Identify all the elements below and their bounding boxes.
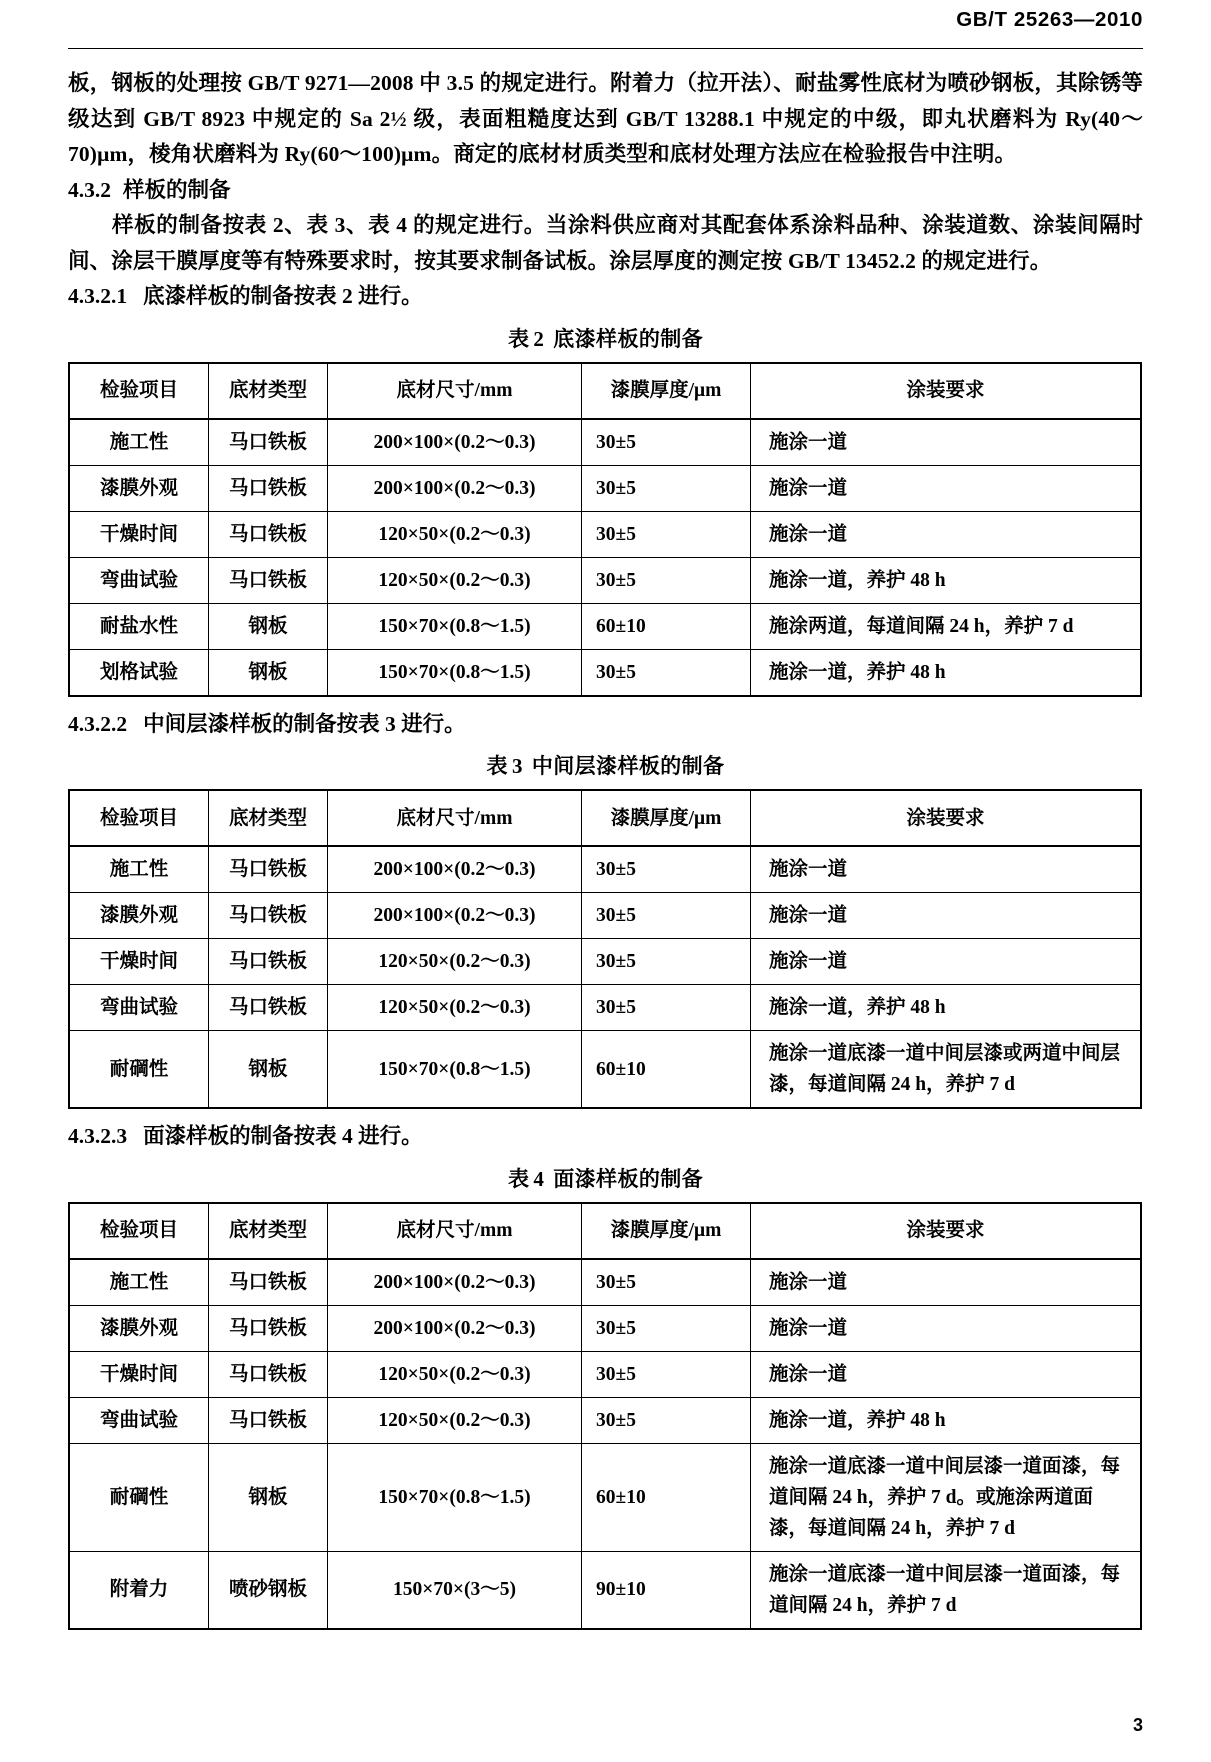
cell-type: 钢板	[209, 1443, 328, 1551]
cell-type: 马口铁板	[209, 465, 328, 511]
table-4-body	[69, 1259, 1141, 1629]
cell-type: 马口铁板	[209, 846, 328, 893]
table-row	[69, 1259, 1141, 1306]
table-row	[69, 1551, 1141, 1629]
cell-requirement: 施涂一道	[751, 419, 1142, 466]
table-2-header-row	[69, 363, 1141, 419]
cell-item: 漆膜外观	[69, 893, 209, 939]
spacer	[68, 697, 1143, 707]
cell-size: 120×50×(0.2～0.3)	[328, 939, 582, 985]
cell-thickness: 30±5	[582, 846, 751, 893]
clause-4-3-2-heading	[68, 173, 1143, 209]
cell-requirement: 施涂一道	[751, 846, 1142, 893]
cell-item: 施工性	[69, 419, 209, 466]
column-header-substrate-type: 底材类型	[209, 1203, 328, 1259]
cell-thickness: 30±5	[582, 939, 751, 985]
table-row	[69, 511, 1141, 557]
table-row	[69, 557, 1141, 603]
table-row	[69, 1305, 1141, 1351]
cell-item: 干燥时间	[69, 511, 209, 557]
cell-size: 200×100×(0.2～0.3)	[328, 846, 582, 893]
table-3-caption-title: 中间层漆样板的制备	[531, 754, 725, 778]
cell-thickness: 30±5	[582, 1305, 751, 1351]
cell-size: 150×70×(0.8～1.5)	[328, 603, 582, 649]
column-header-substrate-type: 底材类型	[209, 790, 328, 846]
cell-thickness: 30±5	[582, 1397, 751, 1443]
table-3-caption-number: 3	[511, 754, 523, 778]
clause-4-3-2-2-text: 中间层漆样板的制备按表 3 进行。	[143, 711, 466, 736]
table-4-head	[69, 1203, 1141, 1259]
table-2-caption	[68, 323, 1143, 353]
table-3-header-row	[69, 790, 1141, 846]
cell-item: 划格试验	[69, 649, 209, 696]
cell-item: 附着力	[69, 1551, 209, 1629]
page-number: 3	[1132, 1715, 1143, 1735]
table-4-caption	[68, 1163, 1143, 1193]
cell-thickness: 60±10	[582, 1031, 751, 1109]
column-header-item: 检验项目	[69, 1203, 209, 1259]
table-2-body	[69, 419, 1141, 696]
cell-item: 弯曲试验	[69, 1397, 209, 1443]
cell-thickness: 30±5	[582, 649, 751, 696]
cell-item: 干燥时间	[69, 1351, 209, 1397]
clause-4-3-2-1	[68, 279, 1143, 315]
cell-type: 马口铁板	[209, 985, 328, 1031]
column-header-substrate-size: 底材尺寸/mm	[328, 363, 582, 419]
cell-type: 喷砂钢板	[209, 1551, 328, 1629]
cell-requirement: 施涂一道，养护 48 h	[751, 557, 1142, 603]
cell-requirement: 施涂一道	[751, 465, 1142, 511]
column-header-item: 检验项目	[69, 790, 209, 846]
table-3-body	[69, 846, 1141, 1108]
spacer	[68, 1109, 1143, 1119]
cell-requirement: 施涂一道	[751, 1259, 1142, 1306]
page-header	[68, 0, 1143, 46]
cell-requirement: 施涂一道，养护 48 h	[751, 649, 1142, 696]
cell-requirement: 施涂一道底漆一道中间层漆一道面漆，每道间隔 24 h，养护 7 d。或施涂两道面漆，每道间隔 24 h，养护 7 d	[751, 1443, 1142, 1551]
cell-type: 马口铁板	[209, 1397, 328, 1443]
cell-item: 施工性	[69, 1259, 209, 1306]
cell-thickness: 30±5	[582, 1259, 751, 1306]
table-row	[69, 649, 1141, 696]
clause-4-3-2-3	[68, 1119, 1143, 1155]
cell-size: 150×70×(0.8～1.5)	[328, 1443, 582, 1551]
cell-size: 150×70×(0.8～1.5)	[328, 1031, 582, 1109]
cell-size: 120×50×(0.2～0.3)	[328, 557, 582, 603]
clause-4-3-2-2-number: 4.3.2.2	[68, 711, 128, 736]
cell-item: 干燥时间	[69, 939, 209, 985]
table-row	[69, 893, 1141, 939]
table-2-head	[69, 363, 1141, 419]
column-header-item: 检验项目	[69, 363, 209, 419]
cell-thickness: 90±10	[582, 1551, 751, 1629]
table-row	[69, 1031, 1141, 1109]
cell-type: 钢板	[209, 649, 328, 696]
cell-item: 弯曲试验	[69, 557, 209, 603]
cell-type: 马口铁板	[209, 1305, 328, 1351]
clause-4-3-2-1-text: 底漆样板的制备按表 2 进行。	[143, 284, 423, 308]
cell-requirement: 施涂一道	[751, 939, 1142, 985]
standard-code: GB/T 25263—2010	[956, 8, 1143, 31]
cell-size: 120×50×(0.2～0.3)	[328, 1351, 582, 1397]
cell-type: 马口铁板	[209, 939, 328, 985]
cell-requirement: 施涂一道	[751, 1305, 1142, 1351]
cell-thickness: 60±10	[582, 1443, 751, 1551]
cell-size: 200×100×(0.2～0.3)	[328, 1259, 582, 1306]
cell-item: 耐碙性	[69, 1031, 209, 1109]
column-header-coating-requirement: 涂装要求	[751, 790, 1142, 846]
table-row	[69, 465, 1141, 511]
cell-type: 马口铁板	[209, 1259, 328, 1306]
column-header-substrate-size: 底材尺寸/mm	[328, 1203, 582, 1259]
table-row	[69, 985, 1141, 1031]
table-2-caption-prefix: 表	[507, 326, 530, 351]
column-header-film-thickness: 漆膜厚度/μm	[582, 363, 751, 419]
cell-type: 马口铁板	[209, 557, 328, 603]
table-3-caption	[68, 750, 1143, 780]
table-4-caption-number: 4	[533, 1166, 545, 1191]
clause-4-3-2-3-number: 4.3.2.3	[68, 1124, 128, 1148]
cell-size: 200×100×(0.2～0.3)	[328, 893, 582, 939]
table-row	[69, 846, 1141, 893]
table-4-caption-prefix: 表	[507, 1166, 530, 1191]
cell-requirement: 施涂一道，养护 48 h	[751, 1397, 1142, 1443]
table-4-topcoat-panel-preparation	[68, 1202, 1142, 1630]
cell-item: 弯曲试验	[69, 985, 209, 1031]
cell-requirement: 施涂一道	[751, 1351, 1142, 1397]
cell-requirement: 施涂一道底漆一道中间层漆或两道中间层漆，每道间隔 24 h，养护 7 d	[751, 1031, 1142, 1109]
table-3-intermediate-coat-panel-preparation	[68, 789, 1142, 1109]
paragraph-panel-preparation: 样板的制备按表 2、表 3、表 4 的规定进行。当涂料供应商对其配套体系涂料品种、涂装道数、涂装间隔时间、涂层干膜厚度等有特殊要求时，按其要求制备试板。涂层厚度的测定按 GB/T 13452.2 的规定进行。	[68, 213, 1143, 273]
cell-type: 钢板	[209, 1031, 328, 1109]
column-header-coating-requirement: 涂装要求	[751, 1203, 1142, 1259]
column-header-coating-requirement: 涂装要求	[751, 363, 1142, 419]
table-row	[69, 419, 1141, 466]
cell-thickness: 30±5	[582, 557, 751, 603]
cell-type: 马口铁板	[209, 1351, 328, 1397]
cell-thickness: 30±5	[582, 511, 751, 557]
clause-4-3-2-number: 4.3.2	[68, 177, 111, 202]
table-4-caption-title: 面漆样板的制备	[553, 1166, 704, 1191]
cell-size: 120×50×(0.2～0.3)	[328, 985, 582, 1031]
cell-thickness: 30±5	[582, 893, 751, 939]
cell-item: 耐盐水性	[69, 603, 209, 649]
cell-type: 马口铁板	[209, 511, 328, 557]
table-2-caption-title: 底漆样板的制备	[553, 326, 704, 351]
cell-item: 耐碙性	[69, 1443, 209, 1551]
cell-requirement: 施涂一道，养护 48 h	[751, 985, 1142, 1031]
cell-size: 150×70×(0.8～1.5)	[328, 649, 582, 696]
cell-requirement: 施涂一道	[751, 893, 1142, 939]
cell-type: 钢板	[209, 603, 328, 649]
cell-thickness: 30±5	[582, 1351, 751, 1397]
cell-size: 200×100×(0.2～0.3)	[328, 419, 582, 466]
cell-item: 漆膜外观	[69, 465, 209, 511]
cell-size: 150×70×(3～5)	[328, 1551, 582, 1629]
column-header-substrate-type: 底材类型	[209, 363, 328, 419]
column-header-film-thickness: 漆膜厚度/μm	[582, 790, 751, 846]
table-3-caption-prefix: 表	[486, 754, 508, 778]
cell-requirement: 施涂两道，每道间隔 24 h，养护 7 d	[751, 603, 1142, 649]
table-row	[69, 1443, 1141, 1551]
table-row	[69, 939, 1141, 985]
paragraph-substrate-preparation: 板，钢板的处理按 GB/T 9271—2008 中 3.5 的规定进行。附着力（拉开法）、耐盐雾性底材为喷砂钢板，其除锈等级达到 GB/T 8923 中规定的 Sa 2½ 级，表面粗糙度达到 GB/T 13288.1 中规定的中级，即丸状磨料为 Ry(40～70)μm，棱角状磨料为 Ry(60～100)μm。商定的底材材质类型和底材处理方法应在检验报告中注明。	[68, 71, 1143, 166]
table-row	[69, 1397, 1141, 1443]
cell-item: 漆膜外观	[69, 1305, 209, 1351]
cell-size: 120×50×(0.2～0.3)	[328, 511, 582, 557]
cell-size: 200×100×(0.2～0.3)	[328, 1305, 582, 1351]
column-header-film-thickness: 漆膜厚度/μm	[582, 1203, 751, 1259]
table-4-header-row	[69, 1203, 1141, 1259]
table-2-caption-number: 2	[533, 326, 545, 351]
cell-requirement: 施涂一道底漆一道中间层漆一道面漆，每道间隔 24 h，养护 7 d	[751, 1551, 1142, 1629]
cell-requirement: 施涂一道	[751, 511, 1142, 557]
cell-thickness: 30±5	[582, 465, 751, 511]
clause-4-3-2-title: 样板的制备	[123, 177, 231, 202]
table-row	[69, 603, 1141, 649]
column-header-substrate-size: 底材尺寸/mm	[328, 790, 582, 846]
cell-thickness: 30±5	[582, 985, 751, 1031]
cell-size: 120×50×(0.2～0.3)	[328, 1397, 582, 1443]
table-2-primer-panel-preparation	[68, 362, 1142, 697]
cell-thickness: 30±5	[582, 419, 751, 466]
cell-thickness: 60±10	[582, 603, 751, 649]
table-3-head	[69, 790, 1141, 846]
cell-type: 马口铁板	[209, 893, 328, 939]
table-row	[69, 1351, 1141, 1397]
cell-type: 马口铁板	[209, 419, 328, 466]
clause-4-3-2-1-number: 4.3.2.1	[68, 284, 128, 308]
cell-item: 施工性	[69, 846, 209, 893]
clause-4-3-2-3-text: 面漆样板的制备按表 4 进行。	[143, 1124, 423, 1148]
cell-size: 200×100×(0.2～0.3)	[328, 465, 582, 511]
clause-4-3-2-2	[68, 707, 1143, 743]
